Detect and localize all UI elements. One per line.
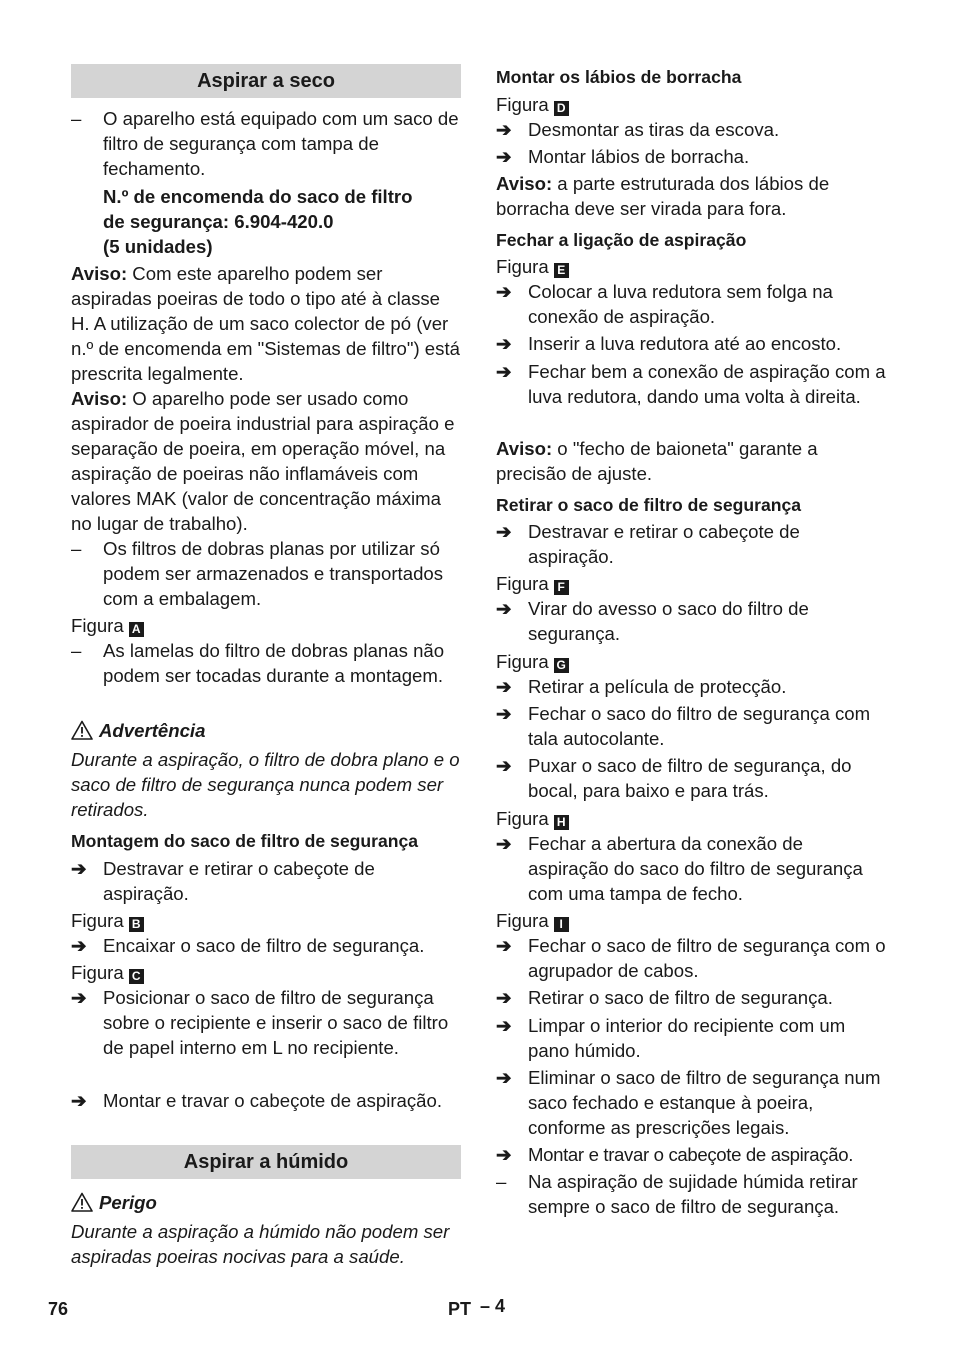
- figure-label: Figura: [71, 910, 124, 931]
- figure-label: Figura: [71, 962, 124, 983]
- notice-text: o "fecho de baioneta" garante a precisão de ajuste.: [496, 438, 818, 484]
- figure-label: Figura: [496, 256, 549, 277]
- subheading-lips: Montar os lábios de borracha: [496, 67, 742, 87]
- figure-reference: [496, 908, 888, 933]
- list-item: – Na aspiração de sujidade húmida retirar sempre o saco de filtro de segurança.: [496, 1169, 888, 1219]
- order-info: [71, 184, 461, 259]
- figure-letter-badge: A: [129, 622, 144, 637]
- figure-label: Figura: [496, 808, 549, 829]
- notice-label: Aviso:: [71, 388, 128, 409]
- warning-text: Durante a aspiração, o filtro de dobra plano e o saco de filtro de segurança nunca podem ser retirados.: [71, 749, 460, 820]
- figure-label: Figura: [496, 651, 549, 672]
- order-info-line2: de segurança: 6.904-420.0: [103, 211, 334, 232]
- instruction-step: ➔ Retirar a película de protecção.: [496, 674, 888, 699]
- section-banner-wet: Aspirar a húmido: [71, 1145, 461, 1179]
- figure-letter-badge: F: [554, 580, 569, 595]
- warning-triangle-icon: [71, 720, 93, 740]
- subheading-mount: Montagem do saco de filtro de segurança: [71, 831, 419, 851]
- figure-letter-badge: E: [554, 263, 569, 278]
- instruction-step: ➔ Montar lábios de borracha.: [496, 144, 888, 169]
- notice-paragraph: [496, 436, 888, 486]
- instruction-step: ➔ Destravar e retirar o cabeçote de aspiração.: [71, 856, 461, 906]
- notice-label: Aviso:: [496, 173, 553, 194]
- figure-letter-badge: G: [554, 658, 569, 673]
- notice-text: O aparelho pode ser usado como aspirador de poeira industrial para aspiração e separação de poeira, em operação móvel, na aspiração de poeiras não inflamáveis com valores MAK (valor de concentração máxima no lugar de trabalho).: [71, 388, 455, 534]
- figure-label: Figura: [496, 910, 549, 931]
- instruction-step: ➔ Eliminar o saco de filtro de segurança num saco fechado e estanque à poeira, conforme as prescrições legais.: [496, 1065, 888, 1140]
- list-item: – O aparelho está equipado com um saco de filtro de segurança com tampa de fechamento.: [71, 106, 461, 181]
- instruction-step: ➔ Montar e travar o cabeçote de aspiração.: [496, 1142, 888, 1167]
- instruction-step: ➔ Montar e travar o cabeçote de aspiração.: [71, 1088, 461, 1113]
- notice-text: Com este aparelho podem ser aspiradas poeiras de todo o tipo até à classe H. A utilização de um saco colector de pó (ver n.º de encomenda em "Sistemas de filtro") está prescrita legalmente.: [71, 263, 460, 384]
- figure-label: Figura: [496, 573, 549, 594]
- notice-paragraph: [71, 261, 461, 386]
- notice-label: Aviso:: [71, 263, 128, 284]
- danger-heading: [71, 1190, 461, 1215]
- instruction-step: ➔ Desmontar as tiras da escova.: [496, 117, 888, 142]
- footer-language: PT: [448, 1299, 472, 1319]
- subheading-remove: Retirar o saco de filtro de segurança: [496, 495, 802, 515]
- list-item: – Os filtros de dobras planas por utilizar só podem ser armazenados e transportados com a embalagem.: [71, 536, 461, 611]
- footer-language-page: [448, 1297, 505, 1322]
- figure-reference: [496, 254, 888, 279]
- instruction-step: ➔ Destravar e retirar o cabeçote de aspiração.: [496, 519, 888, 569]
- figure-reference: [71, 908, 461, 933]
- instruction-step: ➔ Fechar o saco de filtro de segurança com o agrupador de cabos.: [496, 933, 888, 983]
- instruction-step: ➔ Encaixar o saco de filtro de segurança.: [71, 933, 461, 958]
- instruction-step: ➔ Puxar o saco de filtro de segurança, do bocal, para baixo e para trás.: [496, 753, 888, 803]
- instruction-step: ➔ Posicionar o saco de filtro de segurança sobre o recipiente e inserir o saco de filtro de papel interno em L no recipiente.: [71, 985, 461, 1060]
- subheading-close: Fechar a ligação de aspiração: [496, 230, 747, 250]
- instruction-step: ➔ Fechar o saco do filtro de segurança com tala autocolante.: [496, 701, 888, 751]
- warning-triangle-icon: [71, 1192, 93, 1212]
- figure-reference: [496, 806, 888, 831]
- section-banner-dry: Aspirar a seco: [71, 64, 461, 98]
- warning-label: Advertência: [99, 720, 206, 741]
- danger-text: Durante a aspiração a húmido não podem ser aspiradas poeiras nocivas para a saúde.: [71, 1221, 450, 1267]
- footer-section-page: – 4: [480, 1296, 506, 1316]
- figure-reference: [496, 571, 888, 596]
- figure-letter-badge: I: [554, 917, 569, 932]
- figure-reference: [496, 92, 888, 117]
- notice-text: a parte estruturada dos lábios de borracha deve ser virada para fora.: [496, 173, 830, 219]
- list-item: – As lamelas do filtro de dobras planas não podem ser tocadas durante a montagem.: [71, 638, 461, 688]
- figure-label: Figura: [496, 94, 549, 115]
- page-number: 76: [48, 1299, 69, 1319]
- notice-label: Aviso:: [496, 438, 553, 459]
- order-info-line1: N.º de encomenda do saco de filtro: [103, 186, 413, 207]
- danger-label: Perigo: [99, 1192, 157, 1213]
- instruction-step: ➔ Retirar o saco de filtro de segurança.: [496, 985, 888, 1010]
- figure-reference: [71, 613, 461, 638]
- warning-heading: [71, 718, 461, 743]
- instruction-step: ➔ Colocar a luva redutora sem folga na conexão de aspiração.: [496, 279, 888, 329]
- figure-letter-badge: B: [129, 917, 144, 932]
- figure-letter-badge: C: [129, 969, 144, 984]
- figure-label: Figura: [71, 615, 124, 636]
- notice-paragraph: [71, 386, 461, 536]
- figure-reference: [71, 960, 461, 985]
- notice-paragraph: [496, 171, 888, 221]
- instruction-step: ➔ Limpar o interior do recipiente com um pano húmido.: [496, 1013, 888, 1063]
- instruction-step: ➔ Virar do avesso o saco do filtro de segurança.: [496, 596, 888, 646]
- instruction-step: ➔ Inserir a luva redutora até ao encosto.: [496, 331, 888, 356]
- order-info-line3: (5 unidades): [103, 236, 213, 257]
- figure-reference: [496, 649, 888, 674]
- figure-letter-badge: D: [554, 101, 569, 116]
- instruction-step: ➔ Fechar a abertura da conexão de aspiração do saco do filtro de segurança com uma tampa de fecho.: [496, 831, 888, 906]
- instruction-step: ➔ Fechar bem a conexão de aspiração com a luva redutora, dando uma volta à direita.: [496, 359, 888, 409]
- figure-letter-badge: H: [554, 815, 569, 830]
